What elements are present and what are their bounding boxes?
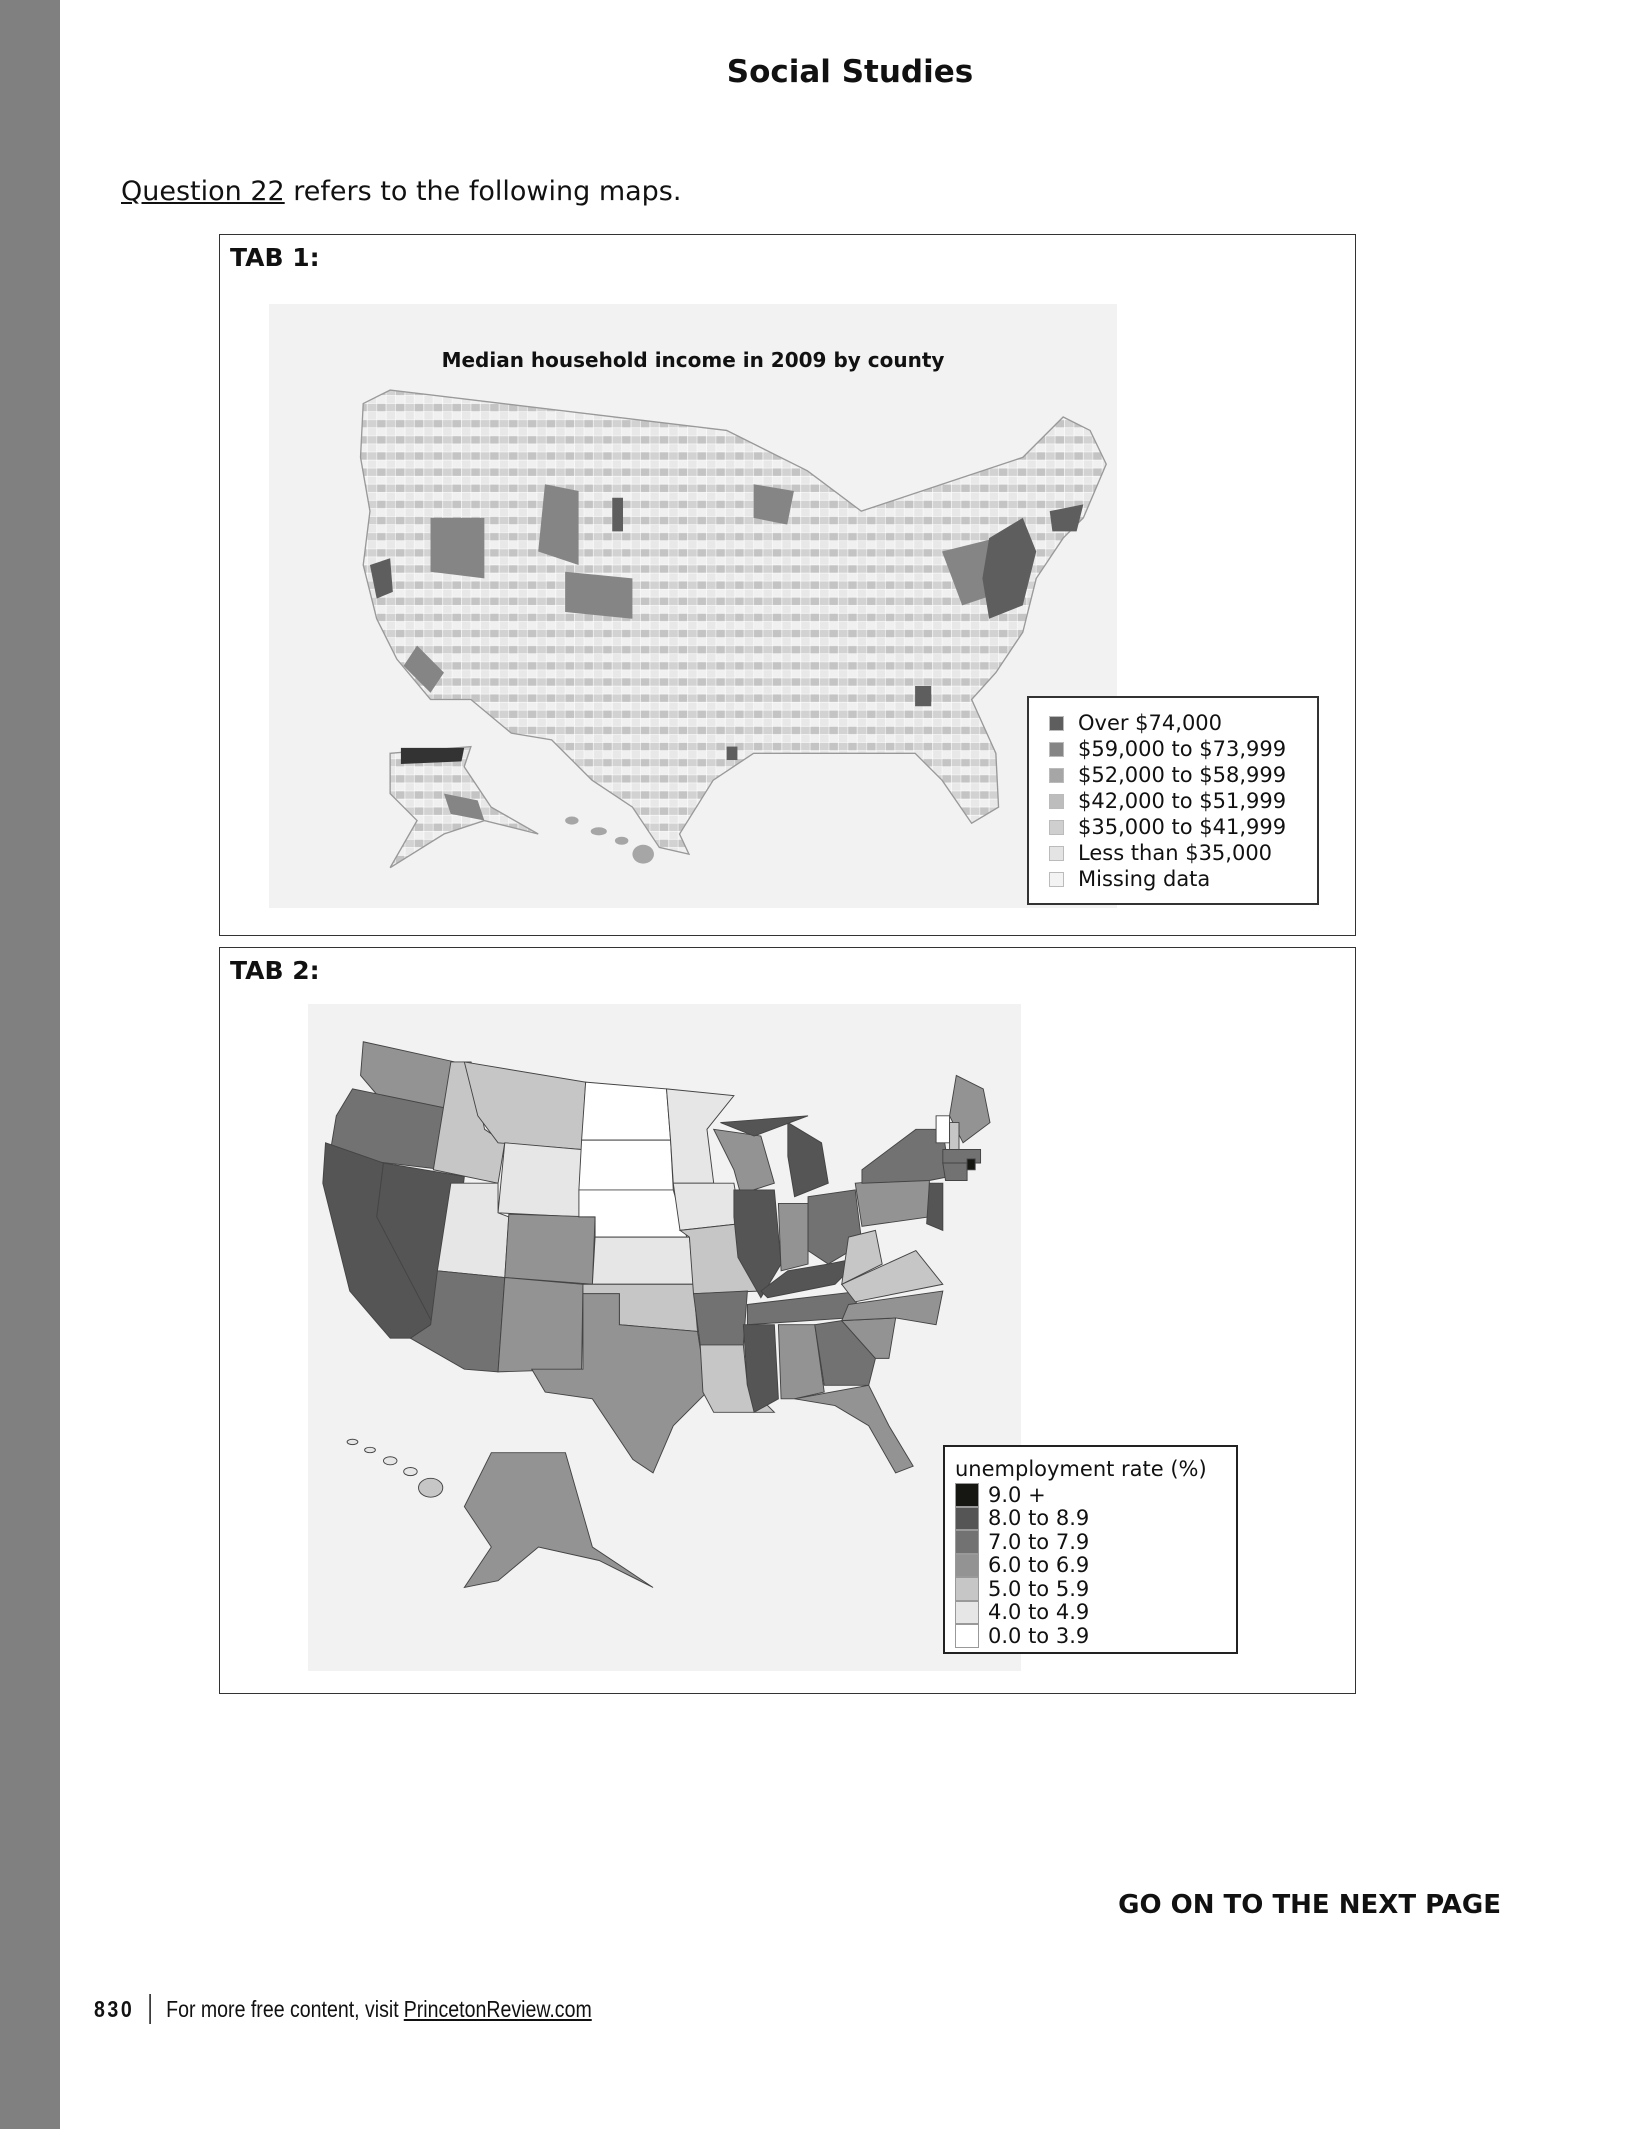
legend-swatch <box>955 1507 979 1531</box>
legend-label: 4.0 to 4.9 <box>988 1600 1090 1625</box>
state-sd <box>579 1140 673 1190</box>
legend-label: 9.0 + <box>988 1482 1046 1507</box>
legend-swatch <box>1049 794 1064 809</box>
state-hi <box>347 1439 358 1444</box>
legend-label: 5.0 to 5.9 <box>988 1576 1090 1601</box>
tab-2-label: TAB 2: <box>230 956 320 985</box>
legend-label: 6.0 to 6.9 <box>988 1553 1090 1578</box>
income-map <box>269 304 1117 908</box>
unemployment-legend-title: unemployment rate (%) <box>955 1457 1207 1481</box>
tab-1-label: TAB 1: <box>230 243 320 272</box>
state-vt <box>936 1116 949 1143</box>
legend-swatch <box>955 1483 979 1507</box>
legend-label: $59,000 to $73,999 <box>1078 737 1287 761</box>
unemployment-legend <box>943 1445 1238 1654</box>
page-title: Social Studies <box>726 54 974 90</box>
state-mi <box>788 1123 828 1197</box>
legend-swatch <box>955 1624 979 1648</box>
legend-item <box>955 1507 1236 1531</box>
question-intro <box>121 176 681 207</box>
income-map-title: Median household income in 2009 by county <box>441 348 945 372</box>
legend-item <box>1049 814 1317 840</box>
state-nm <box>498 1278 583 1372</box>
page-footer <box>94 1994 592 2024</box>
legend-swatch <box>955 1554 979 1578</box>
state-wy <box>498 1143 582 1217</box>
state-ia <box>673 1183 740 1230</box>
state-fl <box>795 1385 914 1473</box>
footer-divider <box>150 1994 151 2024</box>
income-map-graphic <box>269 304 1117 908</box>
page-edge-bar <box>0 0 60 2129</box>
legend-item <box>1049 866 1317 892</box>
state-pa <box>855 1176 929 1226</box>
unemployment-map <box>308 1004 1021 1671</box>
legend-swatch <box>1049 768 1064 783</box>
legend-swatch <box>955 1601 979 1625</box>
legend-label: $35,000 to $41,999 <box>1078 815 1287 839</box>
go-on-next-page: GO ON TO THE NEXT PAGE <box>1118 1890 1501 1920</box>
legend-swatch <box>1049 716 1064 731</box>
state-ar <box>693 1291 747 1345</box>
state-hi <box>404 1468 417 1476</box>
state-nj <box>927 1183 943 1230</box>
legend-label: $52,000 to $58,999 <box>1078 763 1287 787</box>
legend-item <box>1049 788 1317 814</box>
legend-label: 7.0 to 7.9 <box>988 1529 1090 1554</box>
state-ne <box>579 1190 687 1237</box>
legend-swatch <box>1049 742 1064 757</box>
state-in <box>778 1203 808 1270</box>
legend-swatch <box>1049 872 1064 887</box>
legend-item <box>955 1530 1236 1554</box>
state-ct <box>943 1163 967 1181</box>
legend-item <box>955 1554 1236 1578</box>
legend-label: 8.0 to 8.9 <box>988 1506 1090 1531</box>
state-nd <box>582 1082 671 1140</box>
legend-item <box>955 1483 1236 1507</box>
legend-item <box>955 1577 1236 1601</box>
footer-text: For more free content, visit <box>166 1995 399 2022</box>
legend-label: Less than $35,000 <box>1078 841 1273 865</box>
legend-label: 0.0 to 3.9 <box>988 1623 1090 1648</box>
state-hi <box>419 1478 443 1497</box>
legend-swatch <box>1049 820 1064 835</box>
princeton-review-link[interactable]: PrincetonReview.com <box>403 1995 592 2022</box>
legend-item <box>1049 840 1317 866</box>
income-legend <box>1027 696 1319 905</box>
legend-item <box>955 1601 1236 1625</box>
legend-item <box>1049 710 1317 736</box>
state-hi <box>365 1447 376 1452</box>
state-ks <box>592 1237 693 1284</box>
legend-swatch <box>955 1530 979 1554</box>
unemployment-map-graphic <box>308 1004 1021 1671</box>
state-ri <box>967 1159 975 1170</box>
legend-item <box>955 1624 1236 1648</box>
state-hi <box>383 1457 396 1465</box>
legend-item <box>1049 736 1317 762</box>
intro-text: refers to the following maps. <box>284 176 682 207</box>
legend-swatch <box>1049 846 1064 861</box>
legend-label: Missing data <box>1078 867 1211 891</box>
legend-item <box>1049 762 1317 788</box>
state-nh <box>950 1123 959 1150</box>
state-co <box>505 1214 595 1284</box>
legend-label: $42,000 to $51,999 <box>1078 789 1287 813</box>
legend-swatch <box>955 1577 979 1601</box>
question-link[interactable]: Question 22 <box>121 176 285 207</box>
state-ak <box>464 1453 653 1588</box>
page-number: 830 <box>94 1995 135 2022</box>
legend-label: Over $74,000 <box>1078 711 1223 735</box>
